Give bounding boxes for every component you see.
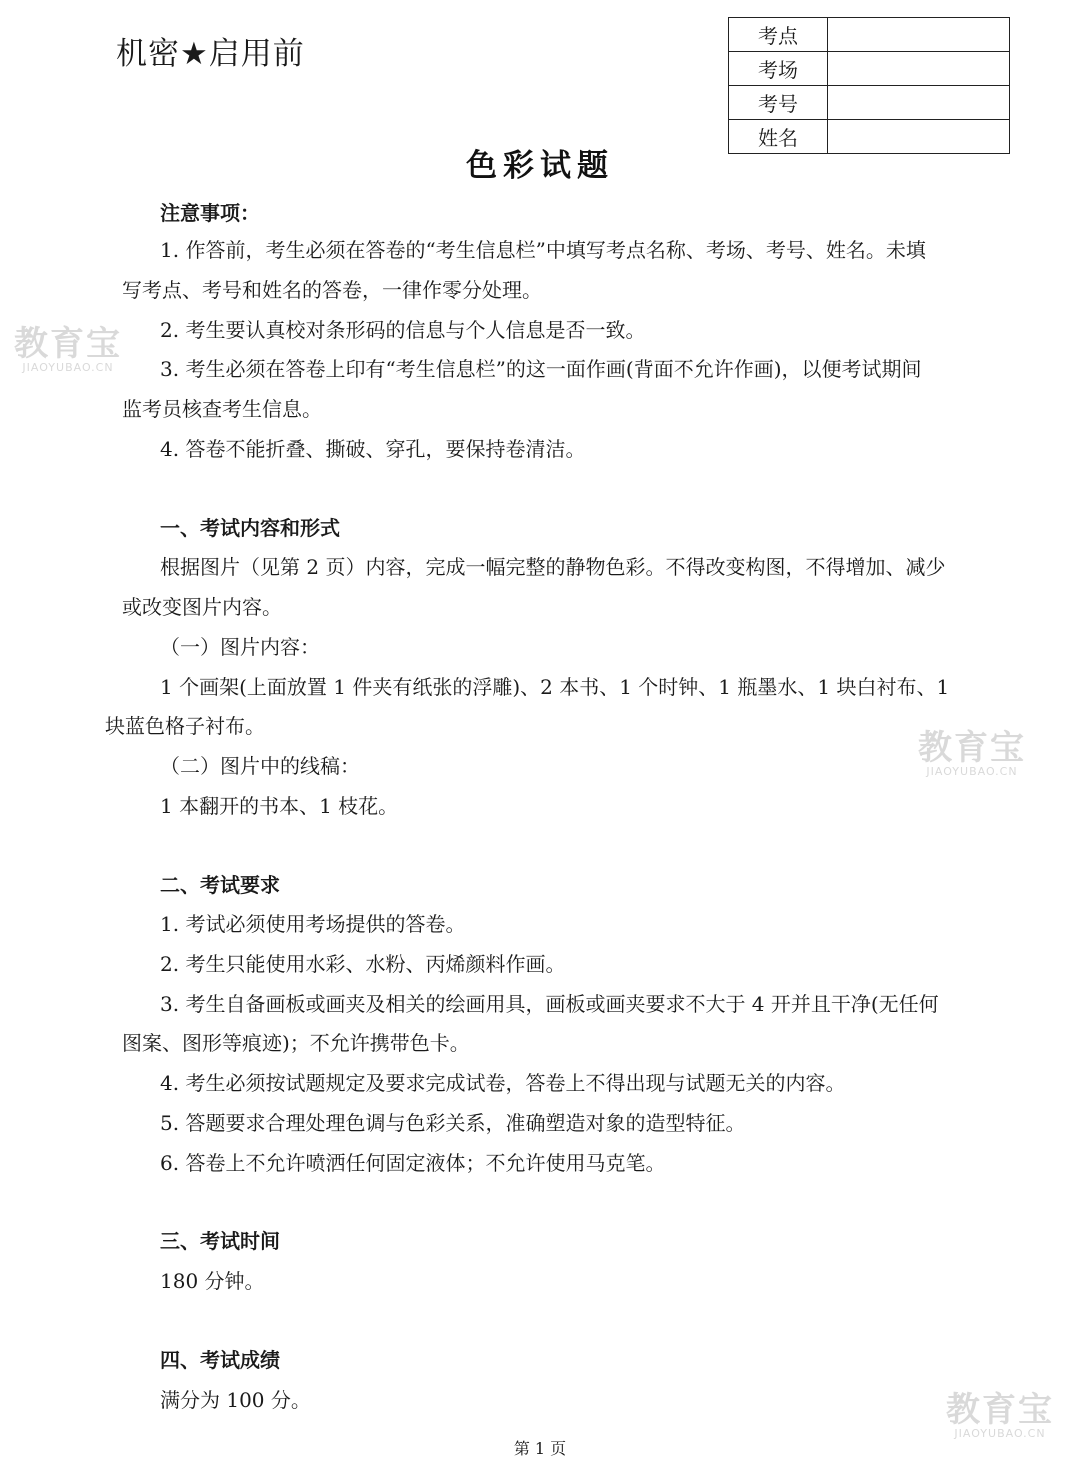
notes-line: 监考员核查考生信息。 xyxy=(122,397,322,421)
notes-line: 1. 作答前，考生必须在答卷的“考生信息栏”中填写考点名称、考场、考号、姓名。未填 xyxy=(160,238,926,262)
candidate-info-table xyxy=(728,17,1010,154)
page-title: 色彩试题 xyxy=(466,148,614,184)
section2-line: 4. 考生必须按试题规定及要求完成试卷，答卷上不得出现与试题无关的内容。 xyxy=(160,1071,846,1095)
watermark-logo-text: 教育宝 xyxy=(918,728,1026,768)
section3-line: 180 分钟。 xyxy=(160,1269,265,1293)
section1-line: （一）图片内容： xyxy=(160,635,320,659)
watermark-url: JIAOYUBAO.CN xyxy=(954,1427,1046,1440)
exam-site-label: 考点 xyxy=(729,18,828,52)
section1-line: （二）图片中的线稿： xyxy=(160,754,360,778)
page-number: 第 1 页 xyxy=(513,1439,567,1458)
section2-line: 3. 考生自备画板或画夹及相关的绘画用具，画板或画夹要求不大于 4 开并且干净(无任何 xyxy=(160,992,939,1016)
confidential-label: 机密★启用前 xyxy=(116,36,305,72)
section4-heading: 四、考试成绩 xyxy=(160,1348,280,1372)
notes-line: 3. 考生必须在答卷上印有“考生信息栏”的这一面作画(背面不允许作画)，以便考试期间 xyxy=(160,357,922,381)
exam-room-label: 考场 xyxy=(729,52,828,86)
exam-number-label: 考号 xyxy=(729,86,828,120)
notes-line: 4. 答卷不能折叠、撕破、穿孔，要保持卷清洁。 xyxy=(160,437,586,461)
exam-room-field xyxy=(828,52,1010,86)
section1-line: 块蓝色格子衬布。 xyxy=(105,714,265,738)
section4-line: 满分为 100 分。 xyxy=(160,1388,311,1412)
section2-line: 5. 答题要求合理处理色调与色彩关系，准确塑造对象的造型特征。 xyxy=(160,1111,746,1135)
section3-heading: 三、考试时间 xyxy=(160,1229,280,1253)
section1-line: 1 本翻开的书本、1 枝花。 xyxy=(160,794,399,818)
watermark-logo xyxy=(14,326,122,374)
notes-heading: 注意事项： xyxy=(160,201,260,225)
watermark-url: JIAOYUBAO.CN xyxy=(22,361,114,374)
notes-line: 2. 考生要认真校对条形码的信息与个人信息是否一致。 xyxy=(160,318,646,342)
name-label: 姓名 xyxy=(729,120,828,154)
exam-site-field xyxy=(828,18,1010,52)
watermark-logo-text: 教育宝 xyxy=(946,1390,1054,1430)
section2-line: 6. 答卷上不允许喷洒任何固定液体；不允许使用马克笔。 xyxy=(160,1151,666,1175)
section2-line: 1. 考试必须使用考场提供的答卷。 xyxy=(160,912,466,936)
watermark-url: JIAOYUBAO.CN xyxy=(926,765,1018,778)
section2-line: 图案、图形等痕迹)；不允许携带色卡。 xyxy=(122,1031,470,1055)
watermark-logo xyxy=(946,1392,1054,1440)
section2-line: 2. 考生只能使用水彩、水粉、丙烯颜料作画。 xyxy=(160,952,566,976)
section1-line: 根据图片（见第 2 页）内容，完成一幅完整的静物色彩。不得改变构图，不得增加、减少 xyxy=(160,555,946,579)
section1-line: 1 个画架(上面放置 1 件夹有纸张的浮雕)、2 本书、1 个时钟、1 瓶墨水、1 块白衬布、1 xyxy=(160,675,950,699)
section2-heading: 二、考试要求 xyxy=(160,873,280,897)
watermark-logo xyxy=(918,730,1026,778)
watermark-logo-text: 教育宝 xyxy=(14,324,122,364)
notes-line: 写考点、考号和姓名的答卷，一律作零分处理。 xyxy=(122,278,542,302)
section1-line: 或改变图片内容。 xyxy=(122,595,282,619)
exam-number-field xyxy=(828,86,1010,120)
section1-heading: 一、考试内容和形式 xyxy=(160,516,340,540)
